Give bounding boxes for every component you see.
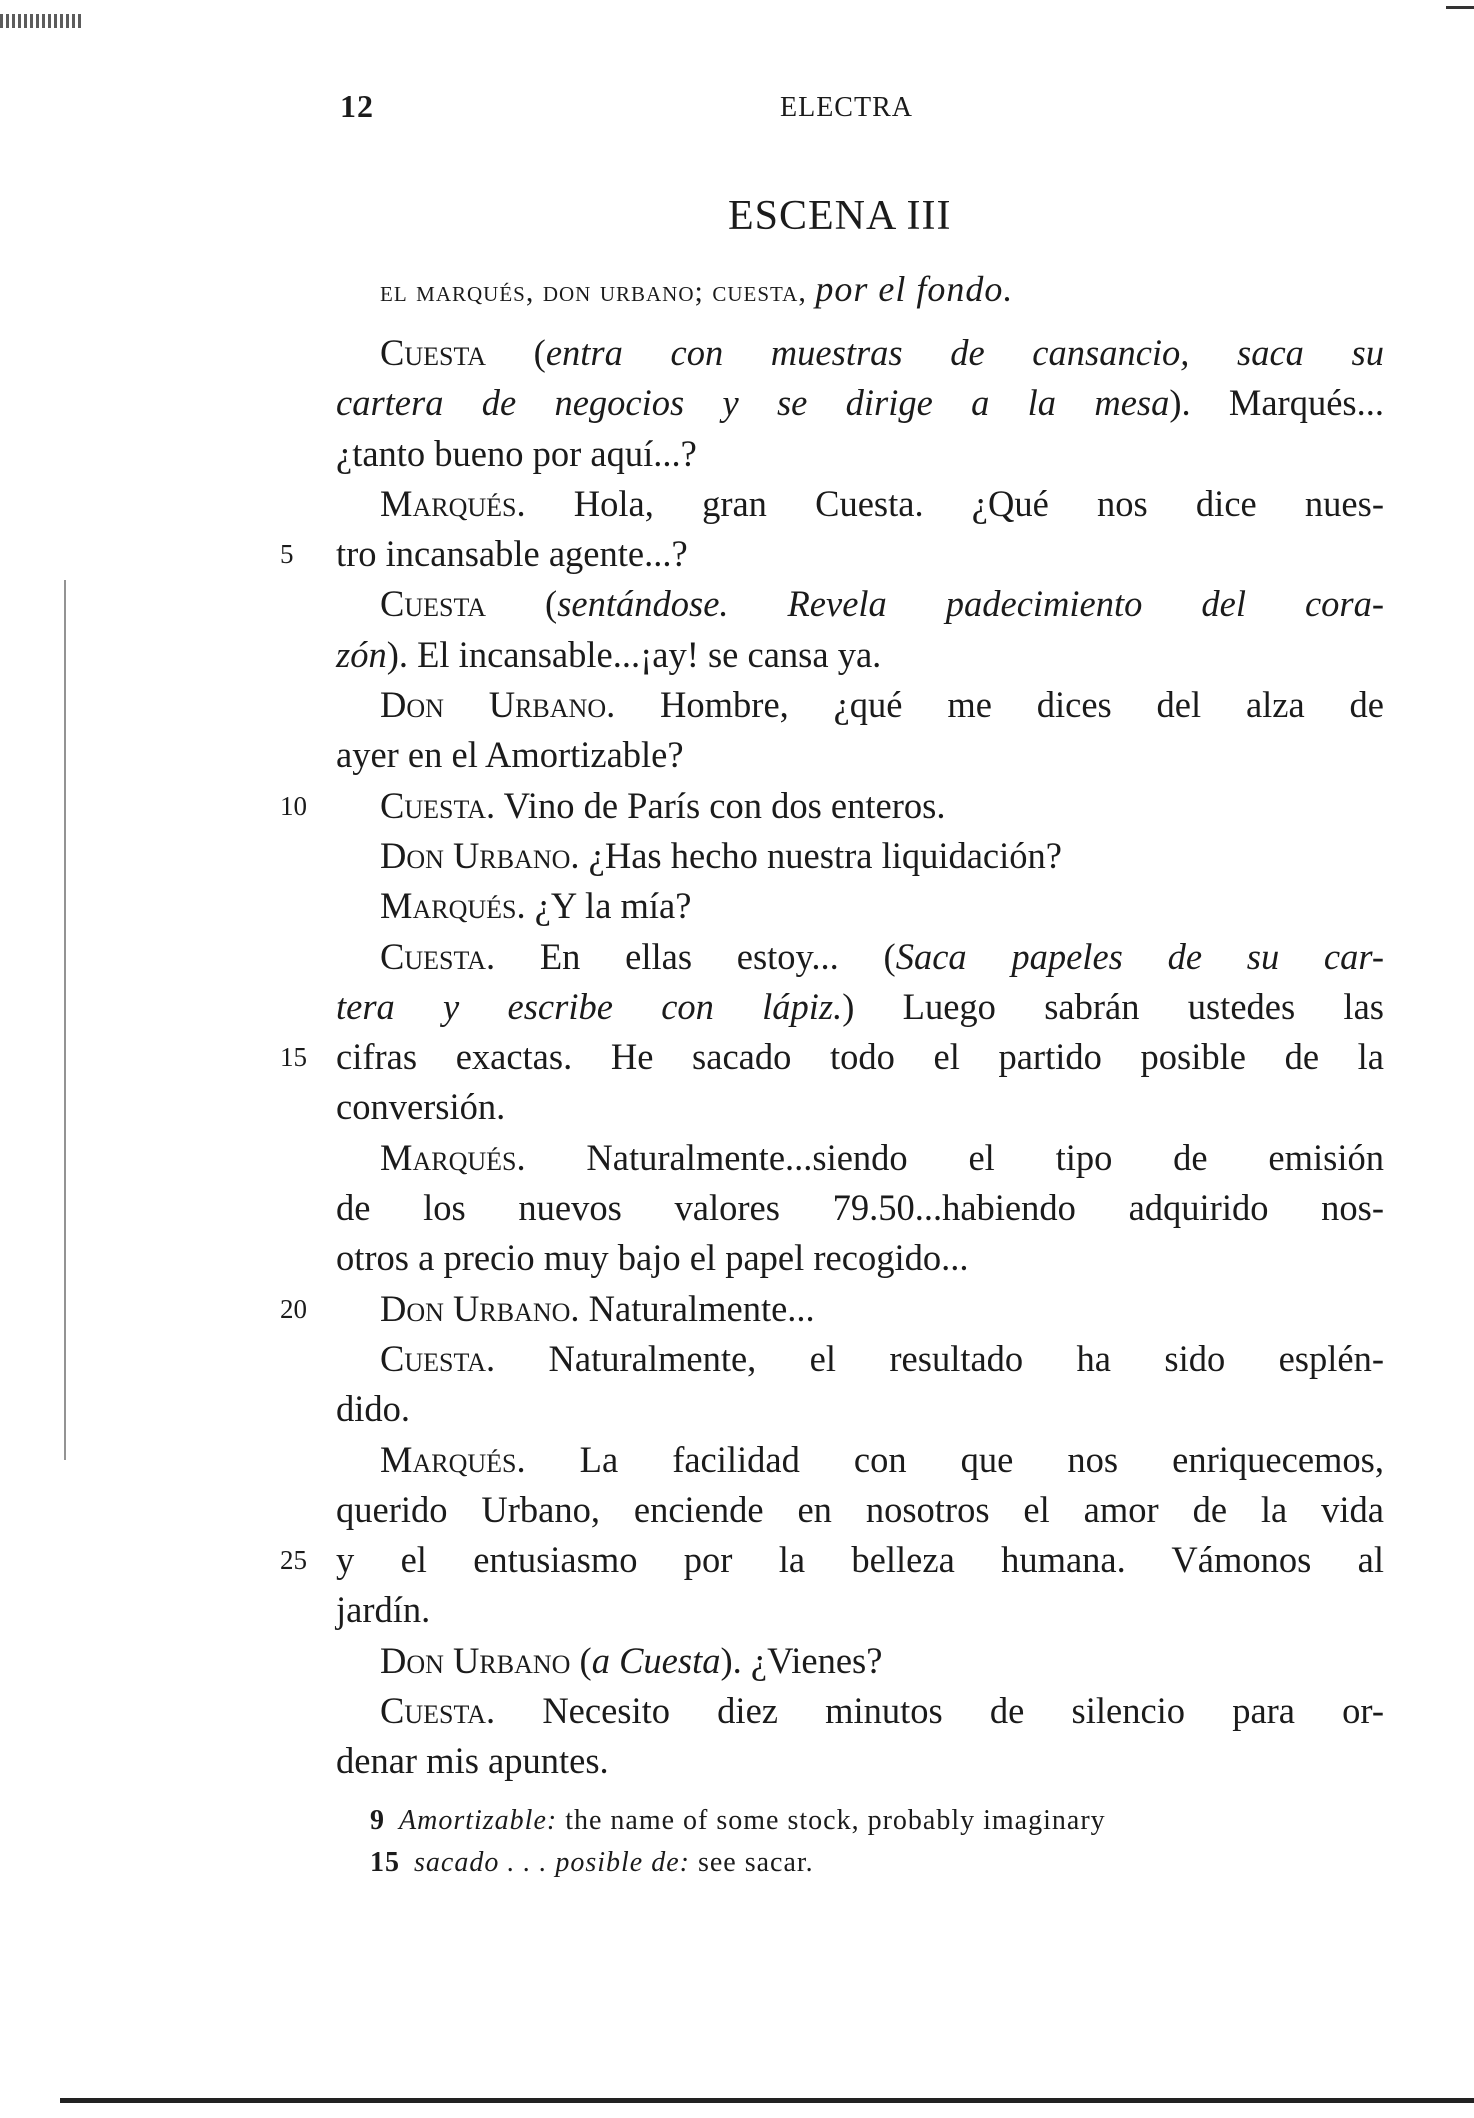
speaker-name: Don Urbano — [380, 1639, 571, 1681]
dialogue-segment: ( — [486, 583, 558, 625]
line-number: 25 — [280, 1545, 307, 1576]
text-line — [280, 781, 1384, 831]
scan-artifact — [0, 14, 82, 28]
text-line — [336, 982, 1384, 1032]
speaker-name: Cuesta — [380, 935, 487, 977]
footnote-term: sacado . . . posible de: — [414, 1847, 690, 1878]
speaker-name: Don Urbano — [380, 834, 571, 876]
dialogue-segment: conversión. — [336, 1086, 506, 1128]
dialogue-segment: cifras exactas. He sacado todo el partido posible de la — [336, 1036, 1384, 1078]
dialogue-segment: dido. — [336, 1388, 411, 1430]
dialogue-segment: . Naturalmente... — [570, 1287, 815, 1329]
speaker-name: Cuesta — [380, 332, 487, 373]
dialogue-segment: denar mis apuntes. — [336, 1740, 609, 1782]
dialogue-segment: ). Marqués... — [1169, 382, 1384, 424]
dialogue-segment: . En ellas estoy... ( — [486, 935, 896, 977]
speaker-name: Cuesta — [380, 784, 487, 826]
dialogue-text — [280, 328, 1385, 1787]
stage-direction: Saca papeles de su car- — [895, 935, 1384, 977]
footnote-text: see sacar. — [689, 1847, 814, 1878]
text-line — [336, 1686, 1384, 1736]
text-line — [336, 1384, 1384, 1434]
dialogue-segment: ) Luego sabrán ustedes las — [842, 985, 1384, 1027]
scan-artifact — [60, 2098, 1474, 2103]
speaker-name: Marqués — [380, 482, 517, 524]
page-number: 12 — [340, 88, 374, 124]
dialogue-segment: ). ¿Vienes? — [720, 1639, 883, 1681]
stage-direction: zón — [336, 633, 387, 675]
stage-direction: a Cuesta — [591, 1639, 721, 1681]
line-number: 15 — [280, 1042, 307, 1073]
stage-direction: tera y escribe con lápiz. — [336, 985, 843, 1027]
text-line — [280, 1284, 1384, 1334]
speaker-name: Marqués — [380, 885, 517, 927]
running-head — [0, 88, 1474, 132]
dialogue-segment: . ¿Has hecho nuestra liquidación? — [570, 834, 1062, 876]
text-line — [336, 831, 1384, 881]
dialogue-segment: de los nuevos valores 79.50...habiendo adquirido nos- — [336, 1187, 1384, 1229]
text-line — [336, 1233, 1384, 1283]
dialogue-segment: . Hombre, ¿qué me dices del alza de — [606, 684, 1384, 726]
scan-artifact — [1446, 6, 1474, 9]
speaker-name: Don Urbano — [380, 684, 607, 726]
text-line — [336, 1183, 1384, 1233]
speaker-name: Marqués — [380, 1438, 517, 1480]
speaker-name: Cuesta — [380, 583, 487, 625]
stage-direction: cartera de negocios y se dirige a la mesa — [336, 382, 1170, 424]
dialogue-segment: . La facilidad con que nos enriquecemos, — [516, 1438, 1384, 1480]
dialogue-segment: y el entusiasmo por la belleza humana. Vámonos al — [336, 1539, 1384, 1581]
text-line — [280, 1535, 1384, 1585]
speaker-name: Don Urbano — [380, 1287, 571, 1329]
dialogue-segment: . ¿Y la mía? — [516, 885, 692, 927]
footnote-text: the name of some stock, probably imaginary — [557, 1805, 1106, 1836]
text-line — [336, 328, 1384, 378]
footnotes — [370, 1800, 1380, 1884]
text-line — [336, 378, 1384, 428]
text-line — [336, 479, 1384, 529]
dialogue-segment: . Naturalmente, el resultado ha sido esplén- — [486, 1337, 1384, 1379]
stage-direction: entra con muestras de cansancio, saca su — [545, 332, 1385, 373]
dialogue-segment: . Vino de París con dos enteros. — [486, 784, 946, 826]
dialogue-segment: ayer en el Amortizable? — [336, 734, 684, 776]
cast-names: el marqués, don urbano; cuesta, — [380, 275, 807, 308]
scan-binding-edge — [64, 580, 70, 1460]
footnote — [370, 1842, 1380, 1884]
text-line — [336, 881, 1384, 931]
footnote — [370, 1800, 1380, 1842]
text-line — [336, 680, 1384, 730]
dialogue-segment: ). El incansable...¡ay! se cansa ya. — [386, 633, 882, 675]
dialogue-segment: tro incansable agente...? — [336, 533, 688, 575]
text-line — [336, 579, 1384, 629]
text-line — [336, 1082, 1384, 1132]
text-line — [336, 1485, 1384, 1535]
stage-direction: sentándose. Revela padecimiento del cora- — [557, 583, 1384, 625]
text-line — [336, 630, 1384, 680]
text-line — [336, 1435, 1384, 1485]
text-line — [336, 1334, 1384, 1384]
running-title: ELECTRA — [780, 92, 913, 123]
speaker-name: Cuesta — [380, 1337, 487, 1379]
dialogue-segment: . Necesito diez minutos de silencio para or- — [486, 1690, 1384, 1732]
text-line — [336, 429, 1384, 479]
text-line — [280, 1032, 1384, 1082]
dialogue-segment: querido Urbano, enciende en nosotros el amor de la vida — [336, 1488, 1384, 1530]
text-line — [336, 1585, 1384, 1635]
line-number: 20 — [280, 1293, 307, 1324]
text-line — [336, 932, 1384, 982]
line-number: 5 — [280, 539, 294, 570]
line-number: 10 — [280, 790, 307, 821]
dialogue-segment: . Hola, gran Cuesta. ¿Qué nos dice nues- — [516, 482, 1384, 524]
dialogue-segment: jardín. — [336, 1589, 431, 1631]
text-line — [336, 1636, 1384, 1686]
text-line — [336, 1736, 1384, 1786]
dialogue-segment: ¿tanto bueno por aquí...? — [336, 432, 697, 474]
dialogue-segment: . Naturalmente...siendo el tipo de emisión — [516, 1136, 1384, 1178]
footnote-number: 15 — [370, 1847, 400, 1878]
scene-title: ESCENA III — [728, 193, 952, 239]
text-line — [336, 1133, 1384, 1183]
cast-stage-direction: por el fondo. — [815, 269, 1014, 309]
footnote-number: 9 — [370, 1805, 385, 1836]
speaker-name: Cuesta — [380, 1690, 487, 1732]
speaker-name: Marqués — [380, 1136, 517, 1178]
text-line — [336, 730, 1384, 780]
dialogue-segment: ( — [486, 332, 546, 373]
cast-list — [380, 268, 1013, 310]
footnote-term: Amortizable: — [399, 1805, 558, 1836]
dialogue-segment: ( — [570, 1639, 592, 1681]
text-line — [280, 529, 1384, 579]
dialogue-segment: otros a precio muy bajo el papel recogido... — [336, 1237, 969, 1279]
